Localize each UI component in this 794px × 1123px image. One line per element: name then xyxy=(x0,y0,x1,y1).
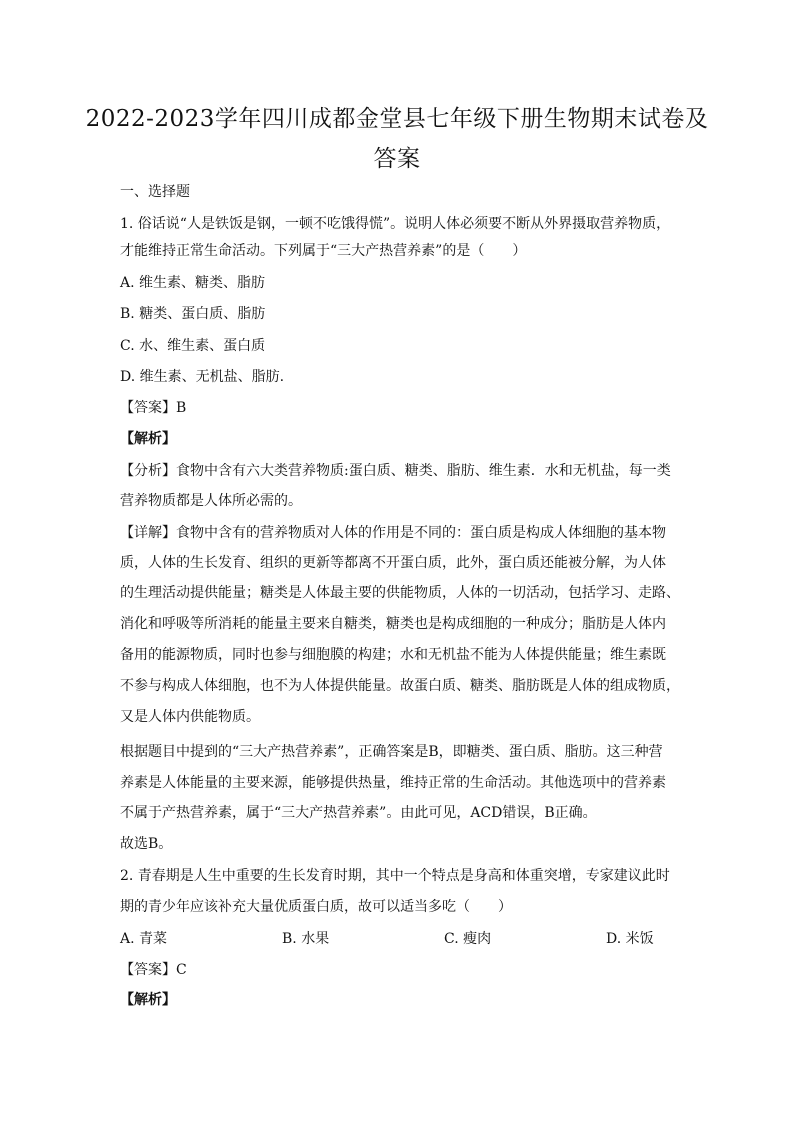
q1-stem-line2: 才能维持正常生命活动。下列属于“三大产热营养素”的是（ ） xyxy=(120,243,527,259)
q1-stem-line1: 1. 俗话说“人是铁饭是钢，一顿不吃饿得慌”。说明人体必须要不断从外界摄取营养物质， xyxy=(120,216,671,232)
q1-conclusion-line2: 养素是人体能量的主要来源，能够提供热量，维持正常的生命活动。其他选项中的营养素 xyxy=(120,775,666,791)
q2-option-d: D. 米饭 xyxy=(606,931,654,947)
q1-choose: 故选B。 xyxy=(120,836,173,852)
q1-xiangjie-line7: 又是人体内供能物质。 xyxy=(120,709,260,725)
q1-xiangjie-line5: 备用的能源物质，同时也参与细胞膜的构建；水和无机盐不能为人体提供能量；维生素既 xyxy=(120,647,666,663)
q1-option-b: B. 糖类、蛋白质、脂肪 xyxy=(120,306,266,322)
q1-fenxi-line2: 营养物质都是人体所必需的。 xyxy=(120,493,302,509)
document-title-line2: 答案 xyxy=(373,146,421,172)
q2-option-a: A. 青菜 xyxy=(120,931,168,947)
q1-answer: 【答案】B xyxy=(120,400,187,416)
q1-option-d: D. 维生素、无机盐、脂肪. xyxy=(120,369,285,385)
q1-xiangjie-line3: 的生理活动提供能量；糖类是人体最主要的供能物质，人体的一切活动，包括学习、走路、 xyxy=(120,585,680,601)
q1-conclusion-line1: 根据题目中提到的“三大产热营养素”，正确答案是B，即糖类、蛋白质、脂肪。这三种营 xyxy=(120,744,663,760)
section-heading: 一、选择题 xyxy=(120,184,190,200)
q1-xiangjie-line2: 质，人体的生长发育、组织的更新等都离不开蛋白质，此外，蛋白质还能被分解，为人体 xyxy=(120,555,666,571)
q1-xiangjie-line4: 消化和呼吸等所消耗的能量主要来自糖类，糖类也是构成细胞的一种成分；脂肪是人体内 xyxy=(120,616,666,632)
q1-option-a: A. 维生素、糖类、脂肪 xyxy=(120,275,266,291)
q1-xiangjie-line6: 不参与构成人体细胞，也不为人体提供能量。故蛋白质、糖类、脂肪既是人体的组成物质， xyxy=(120,678,680,694)
q1-fenxi-line1: 【分析】食物中含有六大类营养物质:蛋白质、糖类、脂肪、维生素．水和无机盐，每一类 xyxy=(120,463,671,479)
q1-analysis-label: 【解析】 xyxy=(120,431,176,447)
q2-answer: 【答案】C xyxy=(120,962,187,978)
document-title-line1: 2022-2023学年四川成都金堂县七年级下册生物期末试卷及 xyxy=(85,106,709,132)
q1-option-c: C. 水、维生素、蛋白质 xyxy=(120,338,266,354)
q2-analysis-label: 【解析】 xyxy=(120,992,176,1008)
q2-option-c: C. 瘦肉 xyxy=(444,931,492,947)
q2-stem-line1: 2. 青春期是人生中重要的生长发育时期，其中一个特点是身高和体重突增，专家建议此时 xyxy=(120,868,670,884)
q1-conclusion-line3: 不属于产热营养素，属于“三大产热营养素”。由此可见，ACD错误，B正确。 xyxy=(120,805,597,821)
q1-xiangjie-line1: 【详解】食物中含有的营养物质对人体的作用是不同的：蛋白质是构成人体细胞的基本物 xyxy=(120,525,666,541)
q2-option-b: B. 水果 xyxy=(282,931,330,947)
q2-stem-line2: 期的青少年应该补充大量优质蛋白质，故可以适当多吃（ ） xyxy=(120,899,512,915)
